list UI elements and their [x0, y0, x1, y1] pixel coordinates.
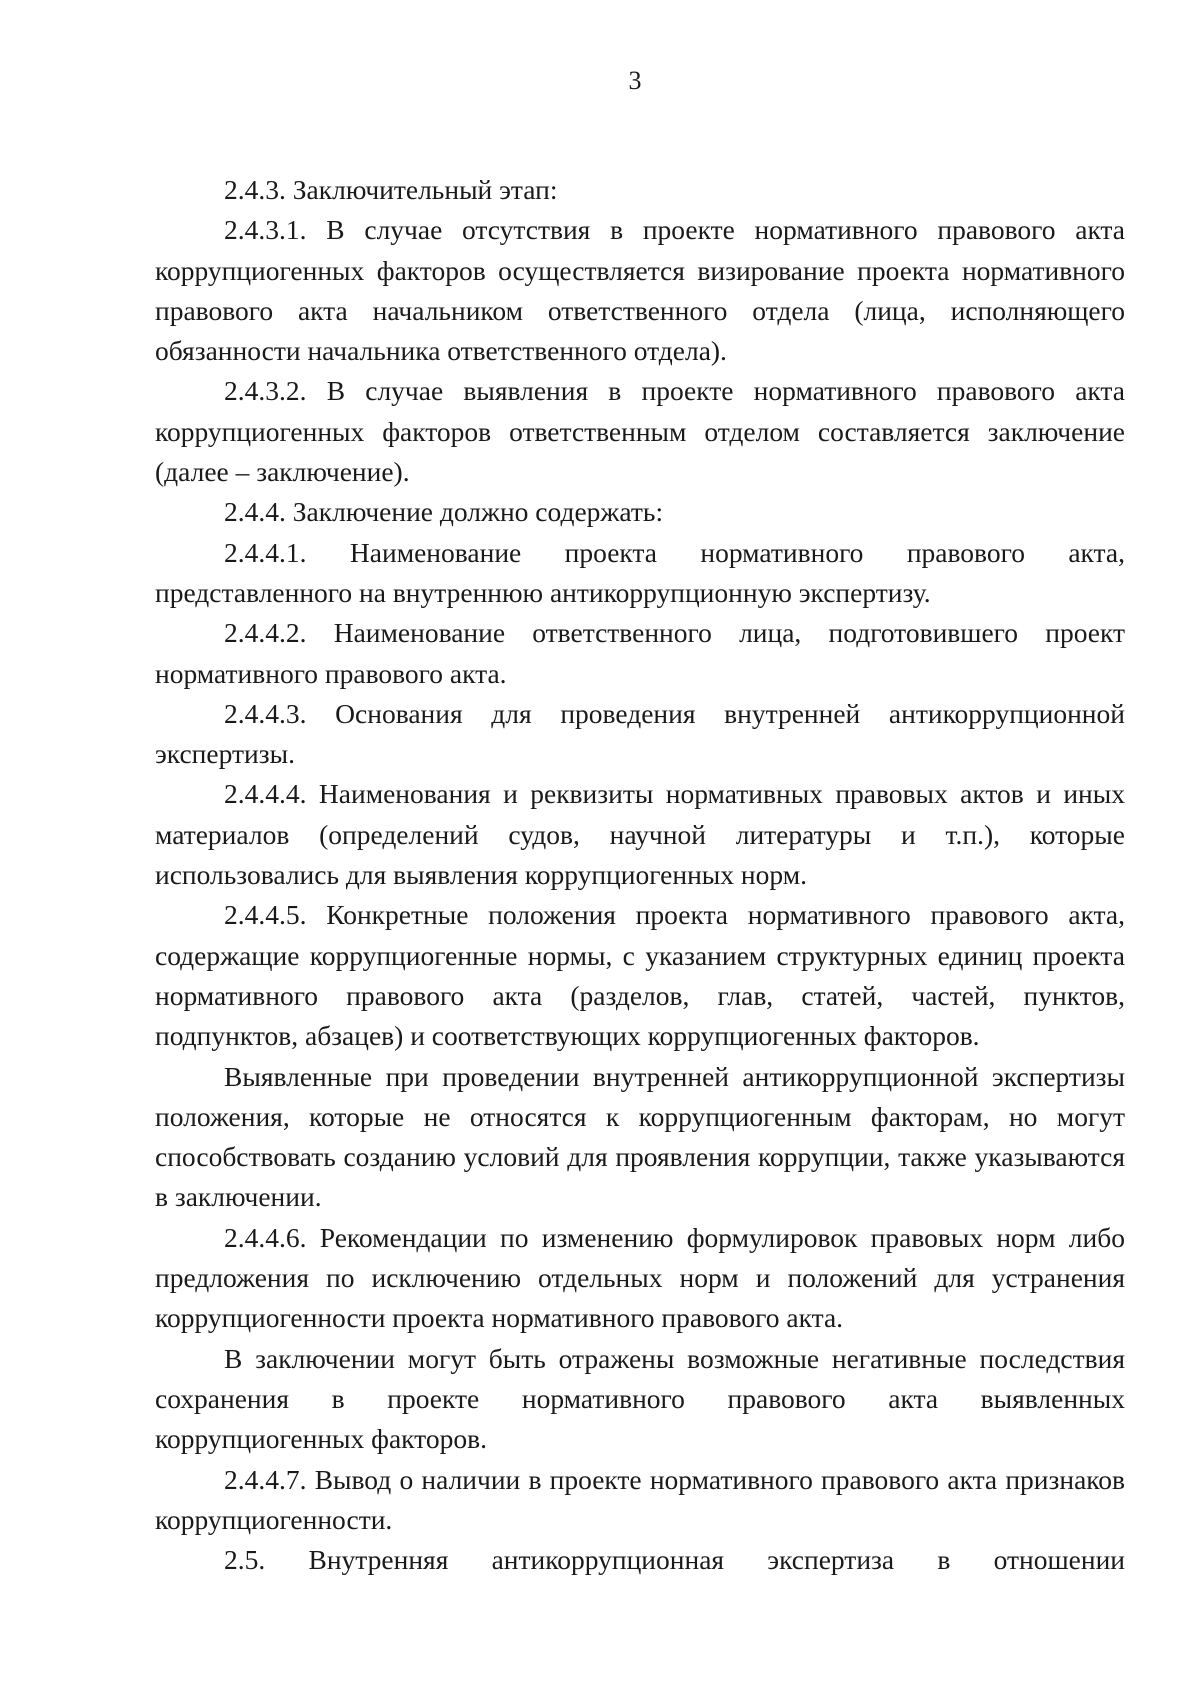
paragraph-2-4-4-4: 2.4.4.4. Наименования и реквизиты нормативных правовых актов и иных материалов (определений судов, научной литературы и т.п.), которые использовались для выявления коррупциогенных норм.	[155, 778, 1125, 891]
document-body	[155, 170, 1125, 1580]
paragraph-2-4-4-2: 2.4.4.2. Наименование ответственного лица, подготовившего проект нормативного правового акта.	[155, 617, 1125, 689]
paragraph-2-4-4-6: 2.4.4.6. Рекомендации по изменению формулировок правовых норм либо предложения по исключению отдельных норм и положений для устранения коррупциогенности проекта нормативного правового акта.	[155, 1221, 1125, 1334]
paragraph-negative-consequences: В заключении могут быть отражены возможные негативные последствия сохранения в проекте нормативного правового акта выявленных коррупциогенных факторов.	[155, 1342, 1125, 1455]
paragraph-2-4-4-7: 2.4.4.7. Вывод о наличии в проекте нормативного правового акта признаков коррупциогенности.	[155, 1463, 1125, 1535]
paragraph-identified-provisions: Выявленные при проведении внутренней антикоррупционной экспертизы положения, которые не относятся к коррупциогенным факторам, но могут способствовать созданию условий для проявления коррупции, также указываются в заключении.	[155, 1060, 1125, 1213]
paragraph-2-4-3-2: 2.4.3.2. В случае выявления в проекте нормативного правового акта коррупциогенных факторов ответственным отделом составляется заключение (далее – заключение).	[155, 375, 1125, 488]
paragraph-2-4-3-1: 2.4.3.1. В случае отсутствия в проекте нормативного правового акта коррупциогенных факторов осуществляется визирование проекта нормативного правового акта начальником ответственного отдела (лица, исполняющего обязанности начальника ответственного отдела).	[155, 214, 1125, 367]
paragraph-2-4-4: 2.4.4. Заключение должно содержать:	[224, 496, 664, 528]
paragraph-2-4-3: 2.4.3. Заключительный этап:	[224, 174, 558, 205]
paragraph-2-4-4-3: 2.4.4.3. Основания для проведения внутренней антикоррупционной экспертизы.	[155, 697, 1125, 770]
paragraph-2-4-4-1: 2.4.4.1. Наименование проекта нормативного правового акта, представленного на внутреннюю антикоррупционную экспертизу.	[155, 536, 1125, 608]
paragraph-2-4-4-5: 2.4.4.5. Конкретные положения проекта нормативного правового акта, содержащие коррупциогенные нормы, с указанием структурных единиц проекта нормативного правового акта (разделов, глав, статей, частей, пунктов, подпунктов, абзацев) и соответствующих коррупциогенных факторов.	[155, 899, 1125, 1052]
page-number: 3	[628, 66, 642, 95]
paragraph-2-5: 2.5. Внутренняя антикоррупционная экспертиза в отношении	[224, 1544, 1125, 1576]
